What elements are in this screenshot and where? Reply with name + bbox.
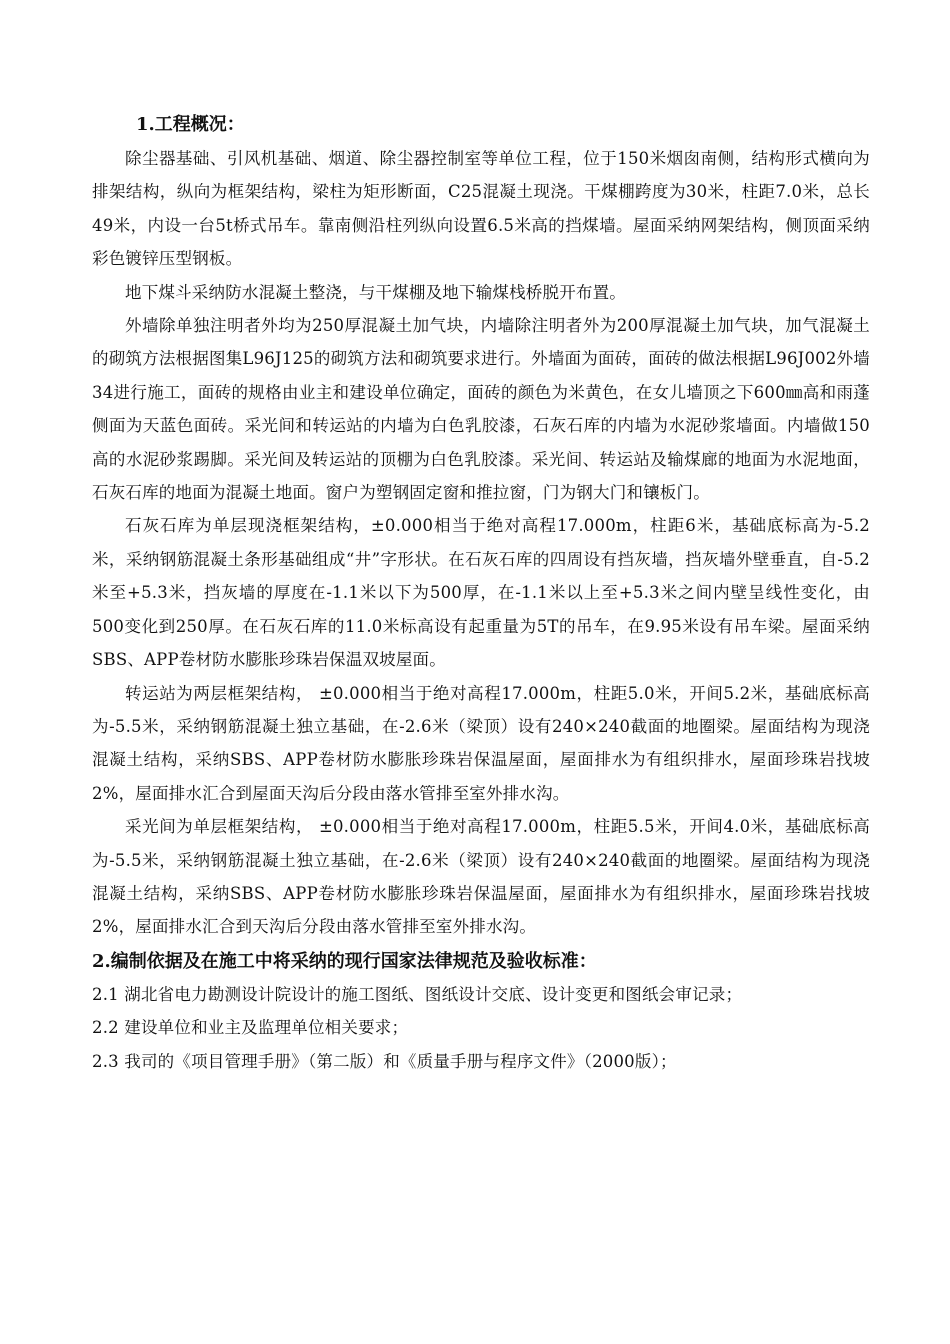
section-1-paragraph-6: 采光间为单层框架结构， ±0.000相当于绝对高程17.000m，柱距5.5米，开间4.0米，基础底标高为-5.5米，采纳钢筋混凝土独立基础，在-2.6米（梁顶）设有240×240截面的地圈梁。屋面结构为现浇混凝土结构，采纳SBS、APP卷材防水膨胀珍珠岩保温屋面，屋面排水为有组织排水，屋面珍珠岩找坡2%，屋面排水汇合到天沟后分段由落水管排至室外排水沟。 xyxy=(92,817,870,937)
section-1-paragraph-3: 外墙除单独注明者外均为250厚混凝土加气块，内墙除注明者外为200厚混凝土加气块，加气混凝土的砌筑方法根据图集L96J125的砌筑方法和砌筑要求进行。外墙面为面砖，面砖的做法根据L96J002外墙34进行施工，面砖的规格由业主和建设单位确定，面砖的颜色为米黄色，在女儿墙顶之下600㎜高和雨蓬侧面为天蓝色面砖。采光间和转运站的内墙为白色乳胶漆，石灰石库的内墙为水泥砂浆墙面。内墙做150高的水泥砂浆踢脚。采光间及转运站的顶棚为白色乳胶漆。采光间、转运站及输煤廊的地面为水泥地面，石灰石库的地面为混凝土地面。窗户为塑钢固定窗和推拉窗，门为钢大门和镶板门。 xyxy=(92,316,870,503)
section-2-item-2: 2.2 建设单位和业主及监理单位相关要求； xyxy=(92,1018,409,1038)
document-page xyxy=(92,110,870,1078)
section-1-paragraph-4: 石灰石库为单层现浇框架结构，±0.000相当于绝对高程17.000m，柱距6米，基础底标高为-5.2米，采纳钢筋混凝土条形基础组成“井”字形状。在石灰石库的四周设有挡灰墙，挡灰墙外壁垂直，自-5.2米至+5.3米，挡灰墙的厚度在-1.1米以下为500厚，在-1.1米以上至+5.3米之间内壁呈线性变化，由500变化到250厚。在石灰石库的11.0米标高设有起重量为5T的吊车，在9.95米设有吊车梁。屋面采纳SBS、APP卷材防水膨胀珍珠岩保温双坡屋面。 xyxy=(92,516,870,670)
section-2-item-1: 2.1 湖北省电力勘测设计院设计的施工图纸、图纸设计交底、设计变更和图纸会审记录； xyxy=(92,984,743,1004)
section-1-title: 1.工程概况： xyxy=(136,114,245,135)
section-1-paragraph-1: 除尘器基础、引风机基础、烟道、除尘器控制室等单位工程，位于150米烟囱南侧，结构形式横向为排架结构，纵向为框架结构，梁柱为矩形断面，C25混凝土现浇。干煤棚跨度为30米，柱距7.0米，总长49米，内设一台5t桥式吊车。靠南侧沿柱列纵向设置6.5米高的挡煤墙。屋面采纳网架结构，侧顶面采纳彩色镀锌压型钢板。 xyxy=(92,149,870,269)
section-1-paragraph-2: 地下煤斗采纳防水混凝土整浇，与干煤棚及地下输煤栈桥脱开布置。 xyxy=(125,282,626,302)
section-2-title: 2.编制依据及在施工中将采纳的现行国家法律规范及验收标准： xyxy=(92,950,597,972)
section-2-item-3: 2.3 我司的《项目管理手册》（第二版）和《质量手册与程序文件》（2000版）； xyxy=(92,1051,677,1071)
section-1-paragraph-5: 转运站为两层框架结构， ±0.000相当于绝对高程17.000m，柱距5.0米，开间5.2米，基础底标高为-5.5米，采纳钢筋混凝土独立基础，在-2.6米（梁顶）设有240×240截面的地圈梁。屋面结构为现浇混凝土结构，采纳SBS、APP卷材防水膨胀珍珠岩保温屋面，屋面排水为有组织排水，屋面珍珠岩找坡2%，屋面排水汇合到屋面天沟后分段由落水管排至室外排水沟。 xyxy=(92,683,870,803)
